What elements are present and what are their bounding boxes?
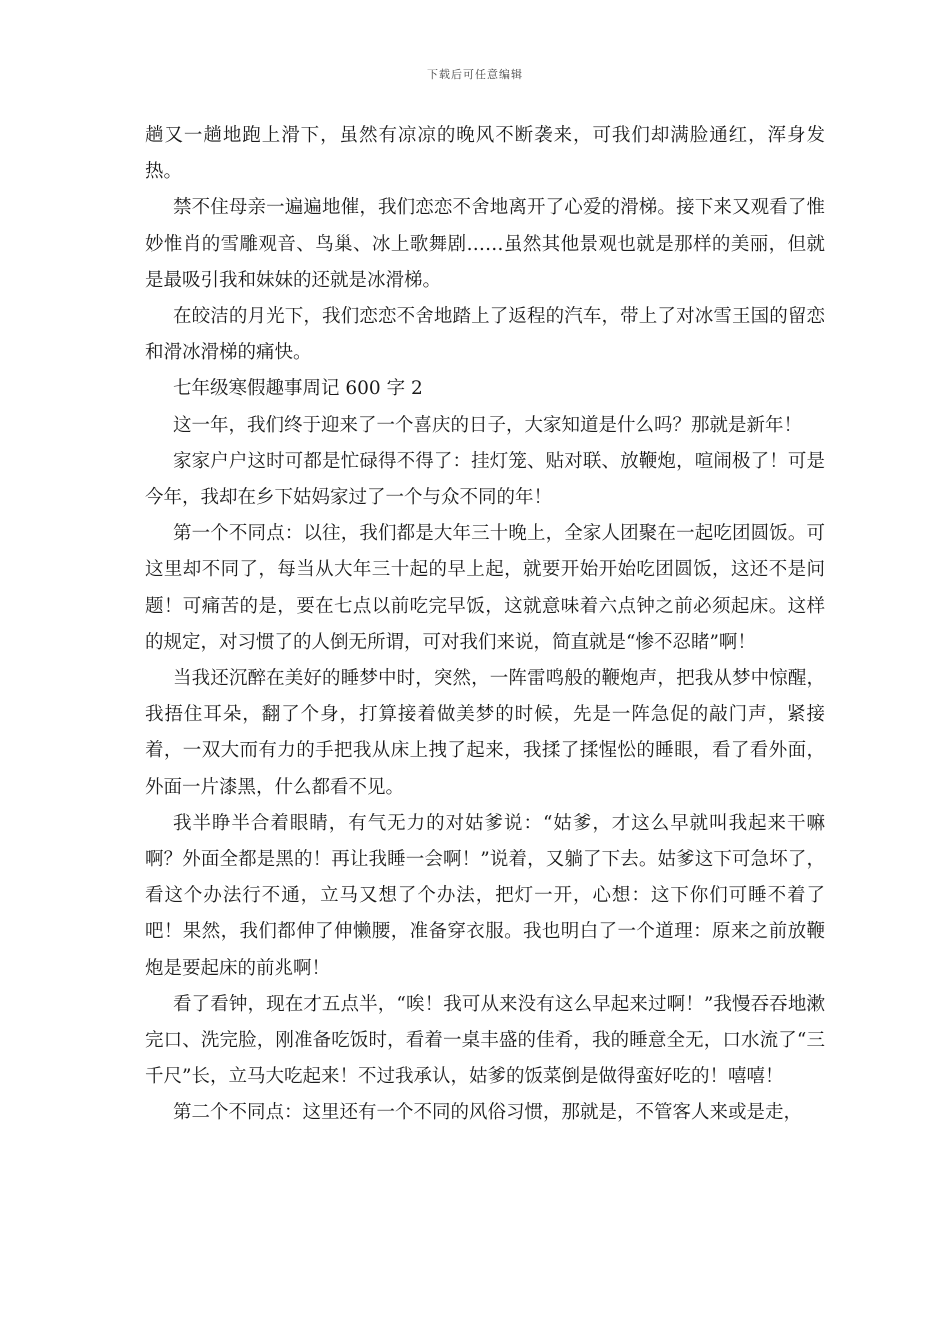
- paragraph: 第二个不同点：这里还有一个不同的风俗习惯，那就是，不管客人来或是走，: [173, 1102, 803, 1124]
- document-body: [145, 118, 825, 1132]
- paragraph: 当我还沉醉在美好的睡梦中时，突然，一阵雷鸣般的鞭炮声，把我从梦中惊醒，我捂住耳朵，翻了个身，打算接着做美梦的时候，先是一阵急促的敲门声，紧接着，一双大而有力的手把我从床上拽了起来，我揉了揉惺忪的睡眼，看了看外面，外面一片漆黑，什么都看不见。: [145, 668, 825, 798]
- paragraph: 趟又一趟地跑上滑下，虽然有凉凉的晚风不断袭来，可我们却满脸通红，浑身发热。: [145, 125, 825, 183]
- paragraph: 家家户户这时可都是忙碌得不得了：挂灯笼、贴对联、放鞭炮，喧闹极了！可是今年，我却在乡下姑妈家过了一个与众不同的年！: [145, 450, 825, 509]
- page-header: 下载后可任意编辑: [427, 68, 523, 81]
- paragraph: 这一年，我们终于迎来了一个喜庆的日子，大家知道是什么吗？那就是新年！: [173, 414, 803, 436]
- paragraph: 禁不住母亲一遍遍地催，我们恋恋不舍地离开了心爱的滑梯。接下来又观看了惟妙惟肖的雪雕观音、鸟巢、冰上歌舞剧……虽然其他景观也就是那样的美丽，但就是最吸引我和妹妹的还就是冰滑梯。: [145, 197, 825, 291]
- paragraph: 我半睁半合着眼睛，有气无力的对姑爹说：“姑爹，才这么早就叫我起来干嘛啊？外面全都是黑的！再让我睡一会啊！”说着，又躺了下去。姑爹这下可急坏了，看这个办法行不通，立马又想了个办法，把灯一开，心想：这下你们可睡不着了吧！果然，我们都伸了伸懒腰，准备穿衣服。我也明白了一个道理：原来之前放鞭炮是要起床的前兆啊！: [145, 812, 825, 979]
- paragraph: 看了看钟，现在才五点半，“唉！我可从来没有这么早起来过啊！”我慢吞吞地漱完口、洗完脸，刚准备吃饭时，看着一桌丰盛的佳肴，我的睡意全无，口水流了“三千尺”长，立马大吃起来！不过我承认，姑爹的饭菜倒是做得蛮好吃的！嘻嘻！: [145, 993, 825, 1088]
- paragraph: 在皎洁的月光下，我们恋恋不舍地踏上了返程的汽车，带上了对冰雪王国的留恋和滑冰滑梯的痛快。: [145, 306, 825, 364]
- section-heading: 七年级寒假趣事周记 600 字 2: [173, 378, 423, 400]
- paragraph: 第一个不同点：以往，我们都是大年三十晚上，全家人团聚在一起吃团圆饭。可这里却不同了，每当从大年三十起的早上起，就要开始开始吃团圆饭，这还不是问题！可痛苦的是，要在七点以前吃完早饭，这就意味着六点钟之前必须起床。这样的规定，对习惯了的人倒无所谓，可对我们来说，简直就是“惨不忍睹”啊！: [145, 523, 825, 653]
